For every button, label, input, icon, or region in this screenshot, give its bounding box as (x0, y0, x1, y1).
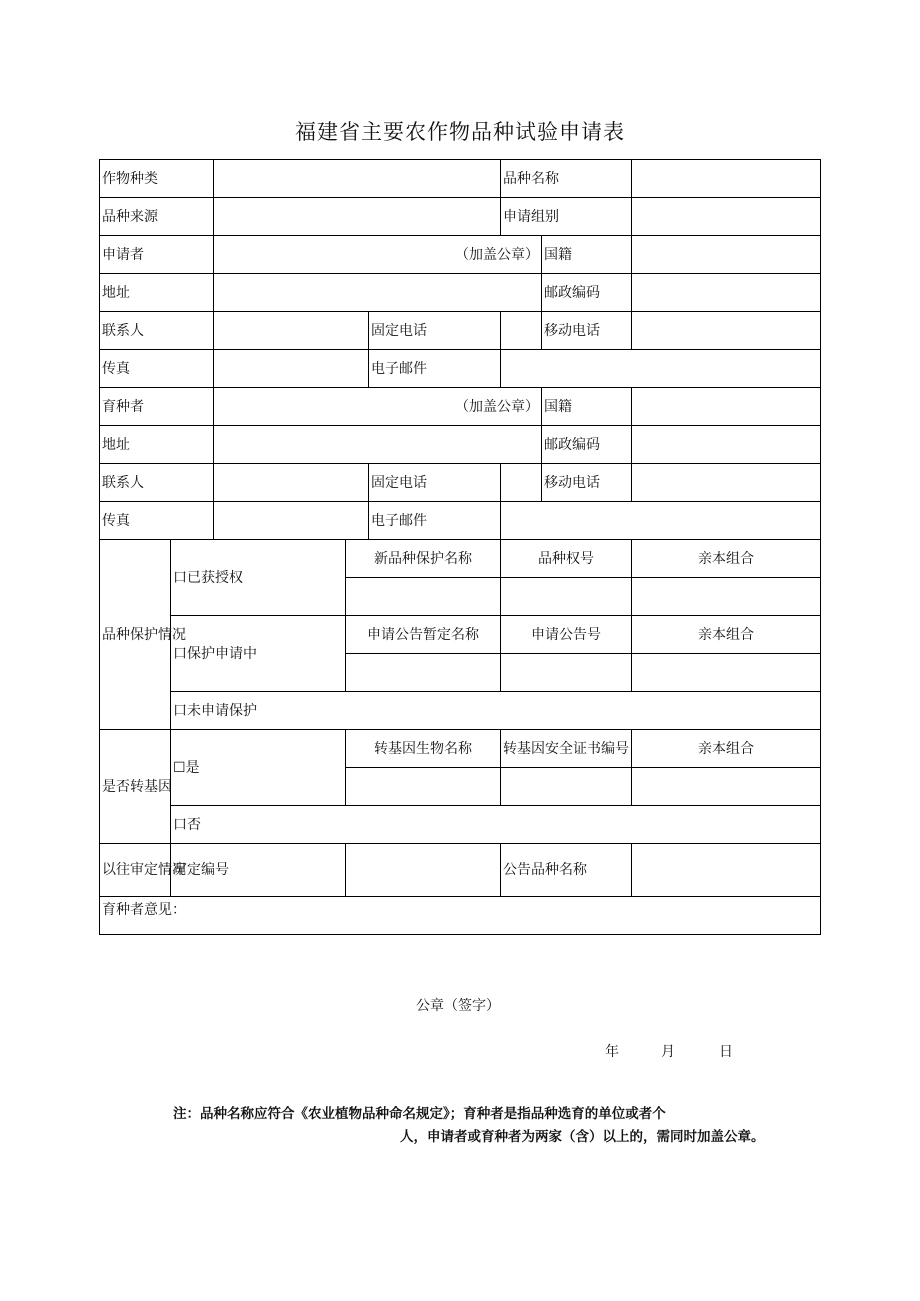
date-month: 月 (661, 1044, 675, 1060)
input-parents[interactable] (632, 578, 821, 616)
input-email[interactable] (501, 350, 821, 388)
input-breeder-mobile[interactable] (632, 464, 821, 502)
input-postcode[interactable] (632, 274, 821, 312)
seal-hint: （加盖公章） (455, 398, 540, 415)
row-protection-none (100, 692, 821, 730)
label-fax: 传真 (100, 350, 214, 388)
row-breeder-address (100, 426, 821, 464)
col-announce-number: 申请公告号 (501, 616, 632, 654)
input-nationality[interactable] (632, 236, 821, 274)
label-nationality: 国籍 (542, 388, 632, 426)
row-opinion (100, 897, 821, 935)
col-parents: 亲本组合 (632, 616, 821, 654)
seal-hint: （加盖公章） (455, 246, 540, 263)
date-line (605, 1043, 733, 1061)
label-apply-group: 申请组别 (501, 198, 632, 236)
col-parents: 亲本组合 (632, 540, 821, 578)
input-crop-type[interactable] (214, 160, 501, 198)
input-fax[interactable] (214, 350, 369, 388)
input-right-number[interactable] (501, 578, 632, 616)
checkbox-gmo-yes[interactable]: ☐是 (171, 730, 346, 806)
row-source (100, 198, 821, 236)
note-line-1: 注：品种名称应符合《农业植物品种命名规定》；育种者是指品种选育的单位或者个 (173, 1106, 666, 1122)
label-opinion: 育种者意见： (102, 902, 186, 918)
input-variety-source[interactable] (214, 198, 501, 236)
label-crop-type: 作物种类 (100, 160, 214, 198)
row-applicant-contact (100, 312, 821, 350)
label-fax: 传真 (100, 502, 214, 540)
row-breeder (100, 388, 821, 426)
checkbox-gmo-no[interactable]: 口否 (171, 806, 821, 844)
input-cert-number[interactable] (501, 768, 632, 806)
col-cert-number: 转基因安全证书编号 (501, 730, 632, 768)
input-breeder-contact[interactable] (214, 464, 369, 502)
label-landline: 固定电话 (369, 312, 501, 350)
input-temp-name[interactable] (346, 654, 501, 692)
opinion-box[interactable] (100, 897, 821, 1060)
row-gmo-no (100, 806, 821, 844)
col-parents: 亲本组合 (632, 730, 821, 768)
col-new-variety-name: 新品种保护名称 (346, 540, 501, 578)
col-gmo-name: 转基因生物名称 (346, 730, 501, 768)
label-protection: 品种保护情况 (100, 540, 171, 730)
label-nationality: 国籍 (542, 236, 632, 274)
row-protection-header-2 (100, 616, 821, 654)
row-gmo-header (100, 730, 821, 768)
application-form (99, 159, 821, 1060)
row-applicant-fax (100, 350, 821, 388)
label-mobile: 移动电话 (542, 464, 632, 502)
note-line-2: 人，申请者或育种者为两家（含）以上的，需同时加盖公章。 (400, 1129, 765, 1145)
page-title: 福建省主要农作物品种试验申请表 (295, 120, 625, 144)
input-gmo-name[interactable] (346, 768, 501, 806)
input-announce-number[interactable] (501, 654, 632, 692)
input-parents[interactable] (632, 654, 821, 692)
input-breeder-nationality[interactable] (632, 388, 821, 426)
label-approval-number: 审定编号 (171, 844, 346, 897)
label-address: 地址 (100, 274, 214, 312)
input-landline[interactable] (501, 312, 542, 350)
row-breeder-fax (100, 502, 821, 540)
input-announced-name[interactable] (632, 844, 821, 897)
input-parents[interactable] (632, 768, 821, 806)
col-right-number: 品种权号 (501, 540, 632, 578)
label-postcode: 邮政编码 (542, 274, 632, 312)
date-year: 年 (605, 1044, 619, 1060)
label-address: 地址 (100, 426, 214, 464)
input-breeder-email[interactable] (501, 502, 821, 540)
input-breeder-postcode[interactable] (632, 426, 821, 464)
col-temp-name: 申请公告暂定名称 (346, 616, 501, 654)
row-applicant-address (100, 274, 821, 312)
label-contact: 联系人 (100, 312, 214, 350)
input-contact[interactable] (214, 312, 369, 350)
row-protection-header-1 (100, 540, 821, 578)
label-email: 电子邮件 (369, 350, 501, 388)
input-variety-name[interactable] (632, 160, 821, 198)
label-applicant: 申请者 (100, 236, 214, 274)
label-postcode: 邮政编码 (542, 426, 632, 464)
seal-signature: 公章（签字） (416, 998, 500, 1014)
row-crop (100, 160, 821, 198)
label-variety-source: 品种来源 (100, 198, 214, 236)
label-breeder: 育种者 (100, 388, 214, 426)
input-breeder[interactable] (214, 388, 542, 426)
label-history: 以往审定情况 (100, 844, 171, 897)
checkbox-not-applied[interactable]: 口未申请保护 (171, 692, 821, 730)
checkbox-granted[interactable]: 口已获授权 (171, 540, 346, 616)
input-address[interactable] (214, 274, 542, 312)
input-new-variety-name[interactable] (346, 578, 501, 616)
input-breeder-landline[interactable] (501, 464, 542, 502)
input-mobile[interactable] (632, 312, 821, 350)
label-variety-name: 品种名称 (501, 160, 632, 198)
row-applicant (100, 236, 821, 274)
label-email: 电子邮件 (369, 502, 501, 540)
date-day: 日 (719, 1044, 733, 1060)
input-breeder-fax[interactable] (214, 502, 369, 540)
label-announced-name: 公告品种名称 (501, 844, 632, 897)
input-approval-number[interactable] (346, 844, 501, 897)
checkbox-applying[interactable]: 口保护申请中 (171, 616, 346, 692)
label-mobile: 移动电话 (542, 312, 632, 350)
label-contact: 联系人 (100, 464, 214, 502)
input-apply-group[interactable] (632, 198, 821, 236)
label-gmo: 是否转基因 (100, 730, 171, 844)
row-breeder-contact (100, 464, 821, 502)
label-landline: 固定电话 (369, 464, 501, 502)
row-history (100, 844, 821, 897)
input-applicant[interactable] (214, 236, 542, 274)
input-breeder-address[interactable] (214, 426, 542, 464)
